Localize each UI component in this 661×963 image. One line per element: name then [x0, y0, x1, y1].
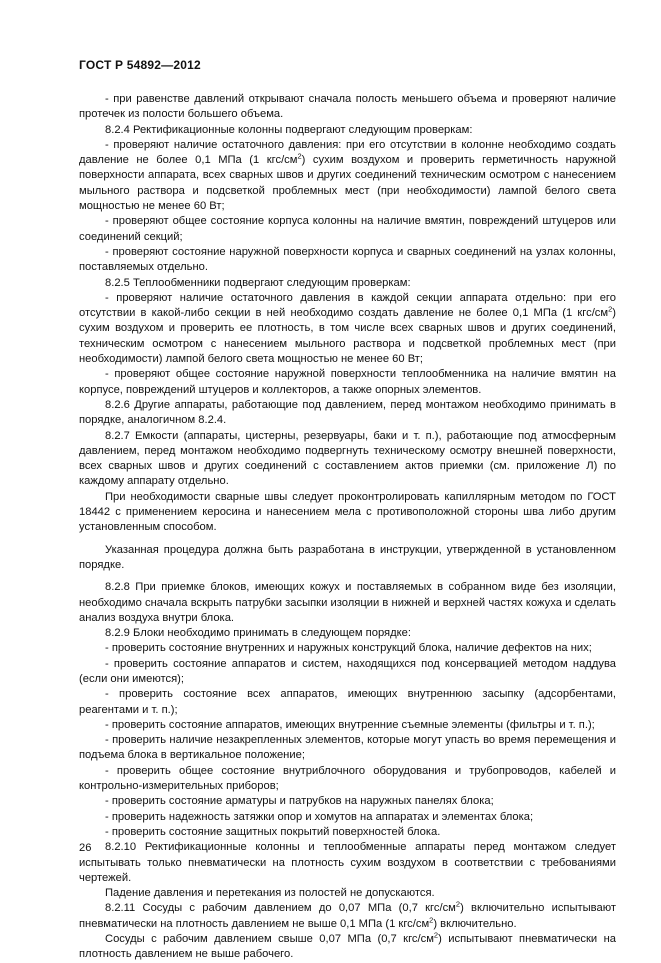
text-segment: ) включительно. [433, 917, 517, 930]
text-segment: 8.2.11 Сосуды с рабочим давлением до 0,07 МПа (0,7 кгс/см [105, 902, 456, 915]
superscript: 2 [455, 899, 461, 909]
paragraph: 8.2.9 Блоки необходимо принимать в следующем порядке: [105, 627, 411, 640]
paragraph: - проверяют общее состояние корпуса колонны на наличие вмятин, повреждений штуцеров или соединений секций; [79, 215, 616, 243]
paragraph: - проверить состояние всех аппаратов, имеющих внутреннюю засыпку (адсорбентами, реагентами и т. п.); [79, 688, 616, 716]
paragraph: - проверяют состояние наружной поверхности корпуса и сварных соединений на узлах колонны, поставляемых отдельно. [79, 245, 616, 274]
paragraph: 8.2.6 Другие аппараты, работающие под давлением, перед монтажом необходимо принимать в порядке, аналогичном 8.2.4. [79, 398, 616, 427]
paragraph: - проверяют общее состояние наружной поверхности теплообменника на наличие вмятин на корпусе, повреждений штуцеров и коллекторов, а также опорных элементов. [79, 368, 616, 396]
superscript: 2 [608, 304, 613, 314]
paragraph [79, 932, 616, 963]
standard-header: ГОСТ Р 54892—2012 [79, 58, 201, 72]
paragraph: Падение давления и перетекания из полостей не допускаются. [105, 887, 435, 900]
paragraph [79, 138, 616, 214]
paragraph: При необходимости сварные швы следует проконтролировать капиллярным методом по ГОСТ 18442 с применением керосина и нанесением мела с противоположной стороны шва либо другим установленным способом. [79, 490, 616, 534]
superscript: 2 [297, 151, 302, 161]
paragraph: - проверить надежность затяжки опор и хомутов на аппаратах и элементах блока; [105, 810, 534, 823]
superscript: 2 [429, 915, 434, 924]
paragraph: - при равенстве давлений открывают сначала полость меньшего объема и проверяют наличие протечек из полости большего объема. [79, 93, 616, 121]
page-number: 26 [79, 842, 92, 854]
paragraph: 8.2.10 Ректификационные колонны и теплообменные аппараты перед монтажом следует испытывать только пневматически на плотность сухим воздухом в соответствии с требованиями чертежей. [79, 841, 616, 884]
body-text [79, 92, 616, 963]
paragraph: - проверить состояние защитных покрытий поверхностей блока. [105, 825, 441, 838]
paragraph: - проверить состояние арматуры и патрубков на наружных панелях блока; [105, 795, 494, 808]
text-segment: - проверяют наличие остаточного давления: при его отсутствии в колонне необходимо создать давление не более 0,1 МПа (1 кгс/см [79, 138, 616, 167]
paragraph [79, 291, 616, 367]
paragraph: - проверить состояние внутренних и наружных конструкций блока, наличие дефектов на них; [105, 642, 592, 655]
text-segment: ) включительно испытывают пневматически на плотность давлением не выше 0,1 МПа (1 кгс/см [79, 902, 616, 930]
paragraph: - проверить состояние аппаратов, имеющих внутренние съемные элементы (фильтры и т. п.); [105, 718, 595, 731]
paragraph: Указанная процедура должна быть разработана в инструкции, утвержденной в установленном порядке. [79, 543, 616, 571]
text-segment: Сосуды с рабочим давлением свыше 0,07 МПа (0,7 кгс/см [105, 933, 434, 946]
text-segment: - проверяют наличие остаточного давления в каждой секции аппарата отдельно: при его отсутствии в какой-либо секции в ней необходимо создать давление не более 0,1 МПа (1 кгс/см [79, 291, 616, 320]
paragraph: 8.2.5 Теплообменники подвергают следующим проверкам: [105, 276, 411, 289]
text-segment: ) сухим воздухом и проверить ее плотность, в том числе всех сварных швов и других соединений, техническим осмотром с нанесением мыльного раствора и подсветкой проблемных мест (при необходимости) лампой белого света мощностью не менее 60 Вт; [79, 307, 616, 366]
superscript: 2 [433, 930, 439, 940]
paragraph: - проверить общее состояние внутриблочного оборудования и трубопроводов, кабелей и контрольно-измерительных приборов; [79, 764, 616, 793]
paragraph: 8.2.7 Емкости (аппараты, цистерны, резервуары, баки и т. п.), работающие под атмосферным давлением, перед монтажом необходимо подвергнуть техническому осмотру внешней поверхности, всех сварных швов и других соединений с составлением актов приемки (см. приложение Л) по каждому аппарату отдельно. [79, 429, 616, 488]
paragraph [79, 901, 616, 932]
paragraph: - проверить состояние аппаратов и систем, находящихся под консервацией методом наддува (если они имеются); [79, 657, 616, 685]
text-segment: ) сухим воздухом и проверить герметичность наружной поверхности аппарата, всех сварных швов и других соединений техническим осмотром с нанесением мыльного раствора и подсветкой проблемных мест (при необходимости) лампой белого света мощностью не менее 60 Вт; [79, 154, 616, 213]
paragraph: 8.2.4 Ректификационные колонны подвергают следующим проверкам: [105, 123, 473, 136]
paragraph: - проверить наличие незакрепленных элементов, которые могут упасть во время перемещения и подъема блока в вертикальное положение; [79, 734, 616, 762]
paragraph: 8.2.8 При приемке блоков, имеющих кожух и поставляемых в собранном виде без изоляции, необходимо сначала вскрыть патрубки засыпки изоляции в нижней и верхней частях кожуха и сделать анализ воздуха внутри блока. [79, 581, 616, 624]
text-segment: ) испытывают пневматически на плотность давлением не выше рабочего. [79, 933, 616, 961]
